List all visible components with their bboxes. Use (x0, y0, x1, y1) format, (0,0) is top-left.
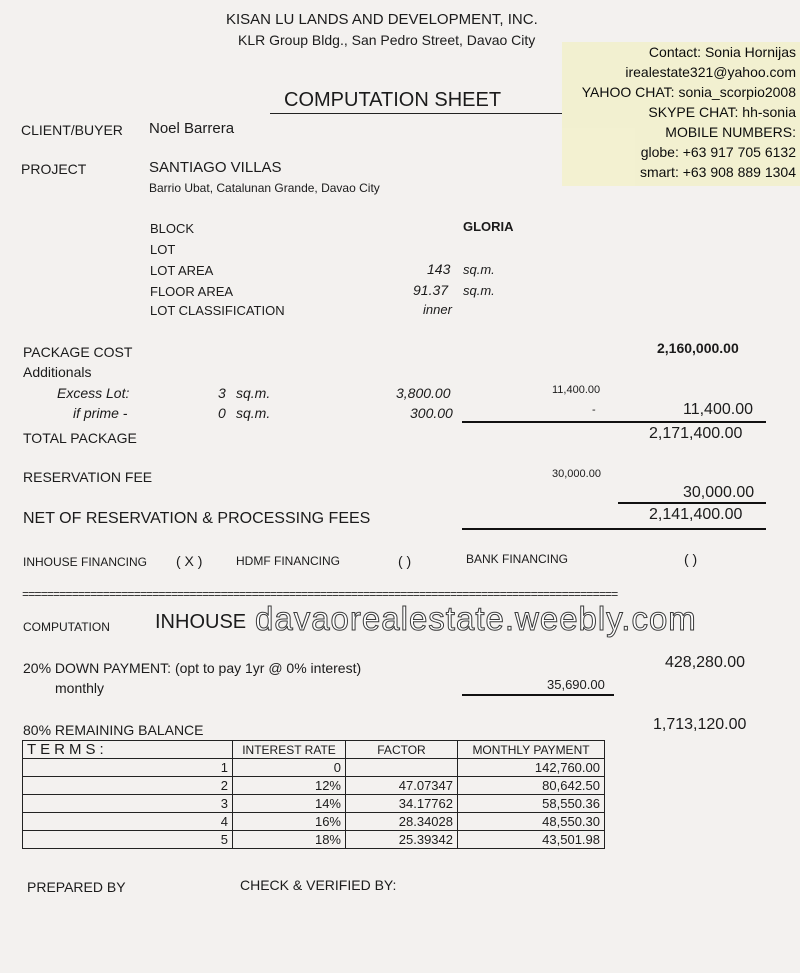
client-label: CLIENT/BUYER (21, 122, 123, 138)
balance-value: 1,713,120.00 (653, 716, 747, 733)
term-cell: 3 (23, 795, 233, 813)
monthly-rule (462, 694, 614, 696)
client-value: Noel Barrera (149, 120, 235, 137)
factor-cell (346, 759, 458, 777)
lot-area-label: LOT AREA (150, 263, 214, 278)
term-cell: 1 (23, 759, 233, 777)
down-payment-label: 20% DOWN PAYMENT: (opt to pay 1yr @ 0% interest) (23, 660, 362, 676)
payment-cell: 80,642.50 (458, 777, 605, 795)
term-cell: 2 (23, 777, 233, 795)
floor-area-label: FLOOR AREA (150, 284, 234, 299)
block-value: GLORIA (463, 219, 514, 234)
interest-rate-header: INTEREST RATE (233, 741, 346, 759)
rate-cell: 14% (233, 795, 346, 813)
contact-name: Contact: Sonia Hornijas (648, 44, 796, 60)
factor-cell: 34.17762 (346, 795, 458, 813)
net-rule (462, 528, 766, 530)
rate-cell: 18% (233, 831, 346, 849)
lot-area-value: 143 (427, 261, 451, 277)
lot-class-label: LOT CLASSIFICATION (150, 303, 285, 318)
rate-cell: 0 (233, 759, 346, 777)
hdmf-financing-mark[interactable]: ( ) (398, 553, 412, 569)
factor-header: FACTOR (346, 741, 458, 759)
page-title: COMPUTATION SHEET (284, 89, 502, 111)
checked-by-label: CHECK & VERIFIED BY: (240, 877, 397, 893)
separator-line: ================================================================================================ (22, 588, 618, 602)
title-underline (270, 113, 562, 114)
contact-yahoo: YAHOO CHAT: sonia_scorpio2008 (581, 84, 796, 100)
balance-label: 80% REMAINING BALANCE (23, 722, 204, 738)
contact-smart: smart: +63 908 889 1304 (639, 164, 796, 180)
total-package-label: TOTAL PACKAGE (23, 430, 137, 446)
contact-globe: globe: +63 917 705 6132 (640, 144, 796, 160)
excess-qty: 3 (218, 385, 226, 401)
table-row (23, 813, 605, 831)
additionals-label: Additionals (23, 364, 92, 380)
factor-cell: 28.34028 (346, 813, 458, 831)
lot-area-unit: sq.m. (463, 262, 495, 277)
payment-cell: 142,760.00 (458, 759, 605, 777)
table-row (23, 777, 605, 795)
rate-cell: 16% (233, 813, 346, 831)
table-row (23, 759, 605, 777)
excess-rate: 3,800.00 (396, 385, 451, 401)
lot-label: LOT (150, 242, 176, 257)
reservation-rule (618, 502, 766, 504)
bank-financing-mark[interactable]: ( ) (684, 551, 698, 567)
monthly-value: 35,690.00 (547, 677, 605, 692)
company-address: KLR Group Bldg., San Pedro Street, Davao City (238, 32, 536, 48)
table-row (23, 831, 605, 849)
net-value: 2,141,400.00 (649, 506, 743, 523)
payment-cell: 48,550.30 (458, 813, 605, 831)
contact-skype: SKYPE CHAT: hh-sonia (648, 104, 796, 120)
monthly-payment-header: MONTHLY PAYMENT (458, 741, 605, 759)
floor-area-value: 91.37 (413, 282, 449, 298)
prime-unit: sq.m. (236, 405, 271, 421)
table-row (23, 795, 605, 813)
inhouse-financing-label: INHOUSE FINANCING (23, 555, 148, 569)
contact-email[interactable]: irealestate321@yahoo.com (625, 64, 796, 80)
reservation-total: 30,000.00 (683, 484, 755, 501)
contact-box (562, 42, 800, 186)
bank-financing-label: BANK FINANCING (466, 552, 569, 566)
package-cost-value: 2,160,000.00 (657, 340, 739, 356)
term-cell: 4 (23, 813, 233, 831)
contact-mobile-label: MOBILE NUMBERS: (665, 124, 796, 140)
reservation-label: RESERVATION FEE (23, 469, 153, 485)
reservation-amount: 30,000.00 (552, 468, 601, 480)
prime-label: if prime - (73, 405, 128, 421)
monthly-label: monthly (55, 680, 105, 696)
payment-cell: 58,550.36 (458, 795, 605, 813)
watermark-text: davaorealestate.weebly.com (255, 600, 697, 637)
down-payment-value: 428,280.00 (665, 654, 746, 671)
rate-cell: 12% (233, 777, 346, 795)
terms-header-row (23, 741, 605, 759)
factor-cell: 25.39342 (346, 831, 458, 849)
package-rule (462, 421, 766, 423)
floor-area-unit: sq.m. (463, 283, 495, 298)
terms-header: TERMS: (23, 741, 233, 759)
factor-cell: 47.07347 (346, 777, 458, 795)
project-name: SANTIAGO VILLAS (149, 159, 282, 176)
terms-table (22, 740, 605, 849)
prime-rate: 300.00 (410, 405, 453, 421)
company-name: KISAN LU LANDS AND DEVELOPMENT, INC. (226, 11, 538, 28)
lot-class-value: inner (423, 302, 452, 317)
block-label: BLOCK (150, 221, 195, 236)
project-label: PROJECT (21, 161, 87, 177)
inhouse-financing-mark[interactable]: ( X ) (176, 553, 203, 569)
excess-unit: sq.m. (236, 385, 271, 401)
payment-cell: 43,501.98 (458, 831, 605, 849)
project-location: Barrio Ubat, Catalunan Grande, Davao City (149, 181, 380, 195)
excess-amount: 11,400.00 (552, 384, 601, 396)
total-package-value: 2,171,400.00 (649, 425, 743, 442)
computation-label: COMPUTATION (23, 620, 110, 634)
prime-amount: - (592, 404, 596, 416)
excess-lot-label: Excess Lot: (57, 385, 130, 401)
term-cell: 5 (23, 831, 233, 849)
net-label: NET OF RESERVATION & PROCESSING FEES (23, 510, 371, 527)
additionals-total: 11,400.00 (683, 401, 753, 418)
prime-qty: 0 (218, 405, 226, 421)
computation-type: INHOUSE (155, 611, 247, 633)
package-cost-label: PACKAGE COST (23, 344, 133, 360)
hdmf-financing-label: HDMF FINANCING (236, 554, 340, 568)
prepared-by-label: PREPARED BY (27, 879, 126, 895)
